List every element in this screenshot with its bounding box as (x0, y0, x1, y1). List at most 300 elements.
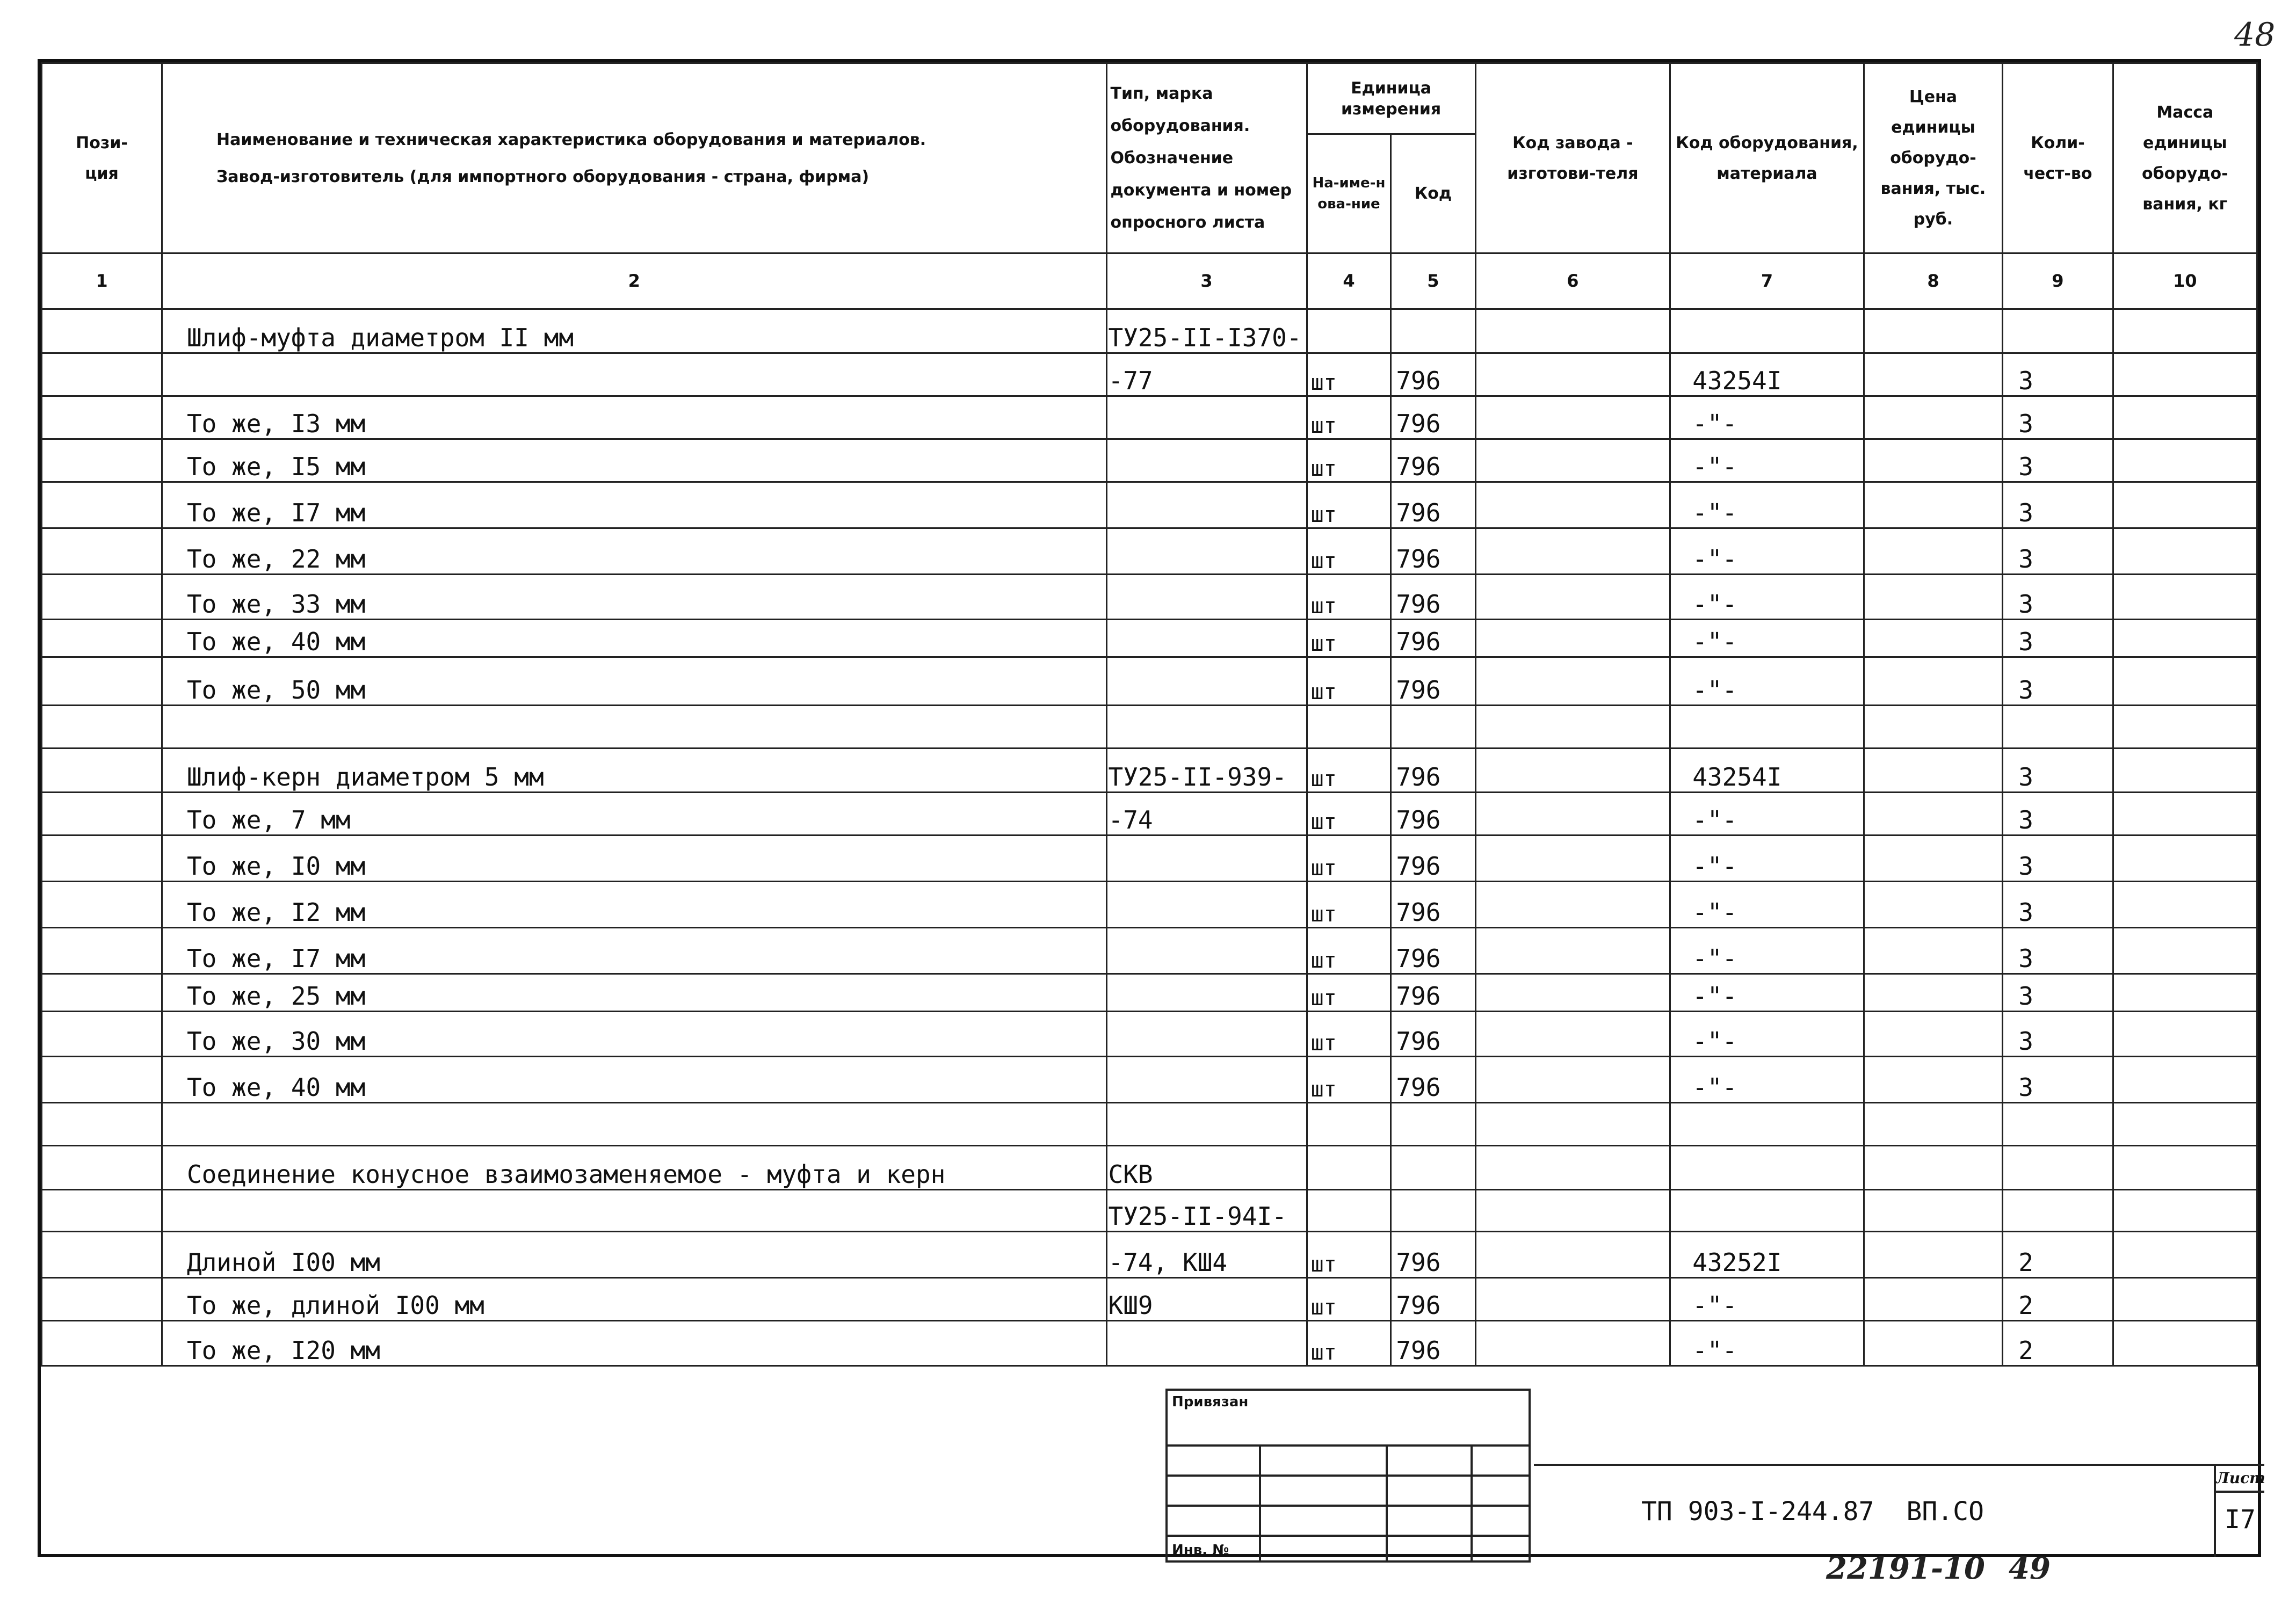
table-row (42, 482, 2257, 528)
item-type (1106, 1321, 1307, 1366)
unit-code: 796 (1391, 928, 1475, 974)
quantity: 3 (2003, 528, 2113, 575)
quantity: 3 (2003, 657, 2113, 706)
item-type (1106, 620, 1307, 657)
header-unit-group: Единица измерения (1307, 63, 1475, 134)
item-name: То же, I7 мм (162, 482, 1106, 528)
mass-cell (2113, 1232, 2257, 1278)
stamp-cell (1472, 1476, 1530, 1506)
column-number: 7 (1670, 253, 1864, 309)
item-name: То же, 30 мм (162, 1012, 1106, 1057)
unit-code: 796 (1391, 353, 1475, 396)
equipment-code: 43254I (1670, 353, 1864, 396)
position-cell (42, 1190, 162, 1232)
item-name: То же, I3 мм (162, 396, 1106, 439)
mass-cell (2113, 1012, 2257, 1057)
unit-name: шт (1307, 528, 1391, 575)
unit-code: 796 (1391, 1057, 1475, 1103)
equipment-code: -"- (1670, 974, 1864, 1012)
unit-name: шт (1307, 1057, 1391, 1103)
unit-code: 796 (1391, 482, 1475, 528)
column-numbers-row (42, 253, 2257, 309)
item-name: То же, 25 мм (162, 974, 1106, 1012)
table-row (42, 793, 2257, 836)
mass-cell (2113, 620, 2257, 657)
item-name: То же, 50 мм (162, 657, 1106, 706)
stamp-cell (1260, 1446, 1387, 1476)
table-row (42, 309, 2257, 353)
mass-cell (2113, 575, 2257, 620)
column-number: 5 (1391, 253, 1475, 309)
unit-name: шт (1307, 1012, 1391, 1057)
stamp-cell (1167, 1446, 1260, 1476)
price-cell (1864, 439, 2003, 482)
table-row (42, 528, 2257, 575)
factory-code-cell (1475, 353, 1670, 396)
position-cell (42, 528, 162, 575)
unit-code: 796 (1391, 749, 1475, 793)
unit-code: 796 (1391, 882, 1475, 928)
item-type: ТУ25-II-94I- (1106, 1190, 1307, 1232)
header-price: Цена единицы оборудо-вания, тыс. руб. (1864, 63, 2003, 253)
mass-cell (2113, 928, 2257, 974)
item-name (162, 1103, 1106, 1146)
mass-cell (2113, 396, 2257, 439)
item-type: СКВ (1106, 1146, 1307, 1190)
item-name: То же, длиной I00 мм (162, 1278, 1106, 1321)
unit-name (1307, 1190, 1391, 1232)
header-unit-code: Код (1391, 134, 1475, 253)
item-type (1106, 706, 1307, 749)
item-type (1106, 528, 1307, 575)
mass-cell (2113, 1103, 2257, 1146)
unit-name (1307, 706, 1391, 749)
factory-code-cell (1475, 1278, 1670, 1321)
factory-code-cell (1475, 706, 1670, 749)
item-type: -74 (1106, 793, 1307, 836)
quantity: 3 (2003, 1012, 2113, 1057)
mass-cell (2113, 1278, 2257, 1321)
header-quantity: Коли-чест-во (2003, 63, 2113, 253)
factory-code-cell (1475, 793, 1670, 836)
item-name: То же, 7 мм (162, 793, 1106, 836)
table-row (42, 1321, 2257, 1366)
unit-code: 796 (1391, 1012, 1475, 1057)
quantity (2003, 706, 2113, 749)
unit-code: 796 (1391, 1232, 1475, 1278)
column-number: 1 (42, 253, 162, 309)
sheet-number-box (2216, 1464, 2264, 1557)
unit-code: 796 (1391, 620, 1475, 657)
factory-code-cell (1475, 528, 1670, 575)
table-row (42, 353, 2257, 396)
price-cell (1864, 793, 2003, 836)
table-row (42, 439, 2257, 482)
equipment-code: -"- (1670, 620, 1864, 657)
stamp-cell (1387, 1506, 1472, 1536)
position-cell (42, 657, 162, 706)
unit-name: шт (1307, 439, 1391, 482)
quantity: 3 (2003, 1057, 2113, 1103)
stamp-cell (1387, 1536, 1472, 1561)
price-cell (1864, 749, 2003, 793)
item-type (1106, 439, 1307, 482)
position-cell (42, 309, 162, 353)
unit-name: шт (1307, 793, 1391, 836)
equipment-code: -"- (1670, 1057, 1864, 1103)
equipment-code (1670, 309, 1864, 353)
unit-name: шт (1307, 1278, 1391, 1321)
footer-page-number: 49 (2009, 1551, 2051, 1586)
item-name (162, 1190, 1106, 1232)
position-cell (42, 396, 162, 439)
quantity: 3 (2003, 882, 2113, 928)
factory-code-cell (1475, 1232, 1670, 1278)
quantity: 3 (2003, 620, 2113, 657)
item-type: ТУ25-II-I370- (1106, 309, 1307, 353)
position-cell (42, 1057, 162, 1103)
item-name: То же, I0 мм (162, 836, 1106, 882)
table-row (42, 1103, 2257, 1146)
price-cell (1864, 620, 2003, 657)
position-cell (42, 575, 162, 620)
price-cell (1864, 882, 2003, 928)
price-cell (1864, 1057, 2003, 1103)
page-number-mark: 48 (2234, 16, 2276, 54)
table-row (42, 1232, 2257, 1278)
item-type (1106, 1057, 1307, 1103)
price-cell (1864, 482, 2003, 528)
table-row (42, 1146, 2257, 1190)
unit-name: шт (1307, 836, 1391, 882)
item-type (1106, 928, 1307, 974)
price-cell (1864, 309, 2003, 353)
table-row (42, 396, 2257, 439)
unit-code: 796 (1391, 836, 1475, 882)
position-cell (42, 836, 162, 882)
mass-cell (2113, 353, 2257, 396)
price-cell (1864, 836, 2003, 882)
column-number: 4 (1307, 253, 1391, 309)
unit-code: 796 (1391, 396, 1475, 439)
position-cell (42, 482, 162, 528)
factory-code-cell (1475, 309, 1670, 353)
item-name: То же, I20 мм (162, 1321, 1106, 1366)
factory-code-cell (1475, 439, 1670, 482)
header-unit-name: На-име-нова-ние (1307, 134, 1391, 253)
inventory-label: Инв. № (1167, 1536, 1260, 1561)
position-cell (42, 974, 162, 1012)
equipment-code (1670, 1146, 1864, 1190)
unit-code (1391, 309, 1475, 353)
mass-cell (2113, 1057, 2257, 1103)
header-factory-code: Код завода - изготови-теля (1475, 63, 1670, 253)
specification-sheet (38, 59, 2265, 1558)
equipment-code: -"- (1670, 928, 1864, 974)
table-row (42, 749, 2257, 793)
quantity (2003, 1103, 2113, 1146)
factory-code-cell (1475, 1321, 1670, 1366)
price-cell (1864, 1103, 2003, 1146)
stamp-cell (1472, 1506, 1530, 1536)
factory-code-cell (1475, 620, 1670, 657)
equipment-code: -"- (1670, 528, 1864, 575)
price-cell (1864, 657, 2003, 706)
quantity: 3 (2003, 928, 2113, 974)
mass-cell (2113, 657, 2257, 706)
quantity (2003, 1190, 2113, 1232)
table-row (42, 1278, 2257, 1321)
table-row (42, 974, 2257, 1012)
item-type: ТУ25-II-939- (1106, 749, 1307, 793)
equipment-code: 43254I (1670, 749, 1864, 793)
item-name: Длиной I00 мм (162, 1232, 1106, 1278)
header-mass: Масса единицы оборудо-вания, кг (2113, 63, 2257, 253)
column-number: 10 (2113, 253, 2257, 309)
unit-code: 796 (1391, 974, 1475, 1012)
column-number: 8 (1864, 253, 2003, 309)
table-row (42, 1012, 2257, 1057)
item-name: То же, 40 мм (162, 620, 1106, 657)
table-row (42, 1057, 2257, 1103)
mass-cell (2113, 974, 2257, 1012)
unit-code (1391, 1190, 1475, 1232)
factory-code-cell (1475, 882, 1670, 928)
mass-cell (2113, 1190, 2257, 1232)
unit-code: 796 (1391, 575, 1475, 620)
mass-cell (2113, 482, 2257, 528)
quantity: 2 (2003, 1321, 2113, 1366)
equipment-code: -"- (1670, 439, 1864, 482)
sheet-number: I7 (2225, 1505, 2256, 1535)
position-cell (42, 1232, 162, 1278)
factory-code-cell (1475, 749, 1670, 793)
position-cell (42, 882, 162, 928)
mass-cell (2113, 706, 2257, 749)
unit-code: 796 (1391, 1321, 1475, 1366)
equipment-code: -"- (1670, 575, 1864, 620)
unit-code (1391, 706, 1475, 749)
factory-code-cell (1475, 1057, 1670, 1103)
table-body (42, 309, 2257, 1366)
factory-code-cell (1475, 657, 1670, 706)
position-cell (42, 1278, 162, 1321)
header-name: Наименование и техническая характеристика оборудования и материалов. Завод-изготовитель (для импортного оборудования - страна, фирма) (162, 63, 1106, 253)
price-cell (1864, 1012, 2003, 1057)
header-equipment-code: Код оборудования, материала (1670, 63, 1864, 253)
item-name: То же, 22 мм (162, 528, 1106, 575)
price-cell (1864, 1190, 2003, 1232)
equipment-code: -"- (1670, 1012, 1864, 1057)
unit-name: шт (1307, 749, 1391, 793)
position-cell (42, 749, 162, 793)
item-name: То же, I7 мм (162, 928, 1106, 974)
mass-cell (2113, 836, 2257, 882)
item-type: -74, КШ4 (1106, 1232, 1307, 1278)
item-type (1106, 882, 1307, 928)
stamp-cell (1167, 1506, 1260, 1536)
factory-code-cell (1475, 928, 1670, 974)
position-cell (42, 1321, 162, 1366)
price-cell (1864, 974, 2003, 1012)
factory-code-cell (1475, 1103, 1670, 1146)
item-type (1106, 575, 1307, 620)
unit-name: шт (1307, 396, 1391, 439)
unit-name: шт (1307, 482, 1391, 528)
quantity: 3 (2003, 836, 2113, 882)
equipment-code: -"- (1670, 482, 1864, 528)
position-cell (42, 1146, 162, 1190)
stamp-cell (1260, 1506, 1387, 1536)
position-cell (42, 793, 162, 836)
unit-name (1307, 1103, 1391, 1146)
unit-code: 796 (1391, 528, 1475, 575)
quantity: 3 (2003, 353, 2113, 396)
table-row (42, 657, 2257, 706)
item-name (162, 706, 1106, 749)
column-number: 2 (162, 253, 1106, 309)
table-row (42, 836, 2257, 882)
quantity (2003, 1146, 2113, 1190)
item-name: Шлиф-керн диаметром 5 мм (162, 749, 1106, 793)
equipment-code: -"- (1670, 657, 1864, 706)
item-type (1106, 974, 1307, 1012)
item-type (1106, 1012, 1307, 1057)
table-row (42, 706, 2257, 749)
item-type (1106, 1103, 1307, 1146)
document-title-box (1534, 1464, 2216, 1557)
equipment-code: -"- (1670, 836, 1864, 882)
table-row (42, 1190, 2257, 1232)
item-type (1106, 396, 1307, 439)
item-name: То же, I2 мм (162, 882, 1106, 928)
item-type (1106, 482, 1307, 528)
position-cell (42, 1012, 162, 1057)
price-cell (1864, 1232, 2003, 1278)
factory-code-cell (1475, 1012, 1670, 1057)
equipment-code (1670, 1190, 1864, 1232)
binding-stamp (1165, 1389, 1531, 1563)
factory-code-cell (1475, 1190, 1670, 1232)
column-number: 3 (1106, 253, 1307, 309)
table-row (42, 620, 2257, 657)
quantity: 3 (2003, 974, 2113, 1012)
factory-code-cell (1475, 396, 1670, 439)
mass-cell (2113, 309, 2257, 353)
header-type: Тип, марка оборудования. Обозначение документа и номер опросного листа (1106, 63, 1307, 253)
quantity: 3 (2003, 482, 2113, 528)
stamp-cell (1387, 1476, 1472, 1506)
price-cell (1864, 1146, 2003, 1190)
quantity (2003, 309, 2113, 353)
specification-table (41, 62, 2258, 1367)
archive-number: 22191-10 (1826, 1551, 1985, 1586)
document-code: ТП 903-I-244.87 (1641, 1497, 1874, 1527)
column-number: 9 (2003, 253, 2113, 309)
unit-code: 796 (1391, 793, 1475, 836)
stamp-cell (1472, 1446, 1530, 1476)
factory-code-cell (1475, 1146, 1670, 1190)
equipment-code: -"- (1670, 793, 1864, 836)
unit-name (1307, 1146, 1391, 1190)
stamp-cell (1167, 1476, 1260, 1506)
position-cell (42, 706, 162, 749)
quantity: 3 (2003, 793, 2113, 836)
position-cell (42, 439, 162, 482)
item-name: Шлиф-муфта диаметром II мм (162, 309, 1106, 353)
price-cell (1864, 353, 2003, 396)
price-cell (1864, 706, 2003, 749)
item-name: Соединение конусное взаимозаменяемое - муфта и керн (162, 1146, 1106, 1190)
factory-code-cell (1475, 482, 1670, 528)
stamp-cell (1260, 1476, 1387, 1506)
position-cell (42, 928, 162, 974)
document-section: ВП.СО (1906, 1497, 1984, 1527)
table-row (42, 882, 2257, 928)
unit-name: шт (1307, 575, 1391, 620)
item-name (162, 353, 1106, 396)
price-cell (1864, 928, 2003, 974)
price-cell (1864, 528, 2003, 575)
header-position: Пози- ция (42, 63, 162, 253)
factory-code-cell (1475, 974, 1670, 1012)
mass-cell (2113, 439, 2257, 482)
position-cell (42, 620, 162, 657)
price-cell (1864, 1278, 2003, 1321)
unit-code: 796 (1391, 439, 1475, 482)
price-cell (1864, 1321, 2003, 1366)
factory-code-cell (1475, 836, 1670, 882)
unit-code (1391, 1146, 1475, 1190)
quantity: 2 (2003, 1278, 2113, 1321)
factory-code-cell (1475, 575, 1670, 620)
mass-cell (2113, 882, 2257, 928)
unit-name (1307, 309, 1391, 353)
unit-code (1391, 1103, 1475, 1146)
item-type (1106, 657, 1307, 706)
equipment-code: -"- (1670, 396, 1864, 439)
unit-name: шт (1307, 657, 1391, 706)
stamp-cell (1387, 1446, 1472, 1476)
unit-code: 796 (1391, 657, 1475, 706)
sheet-label: Лист (2216, 1466, 2264, 1493)
price-cell (1864, 575, 2003, 620)
column-number: 6 (1475, 253, 1670, 309)
equipment-code (1670, 706, 1864, 749)
item-name: То же, I5 мм (162, 439, 1106, 482)
equipment-code: 43252I (1670, 1232, 1864, 1278)
quantity: 3 (2003, 749, 2113, 793)
quantity: 3 (2003, 439, 2113, 482)
equipment-code: -"- (1670, 1321, 1864, 1366)
item-name: То же, 40 мм (162, 1057, 1106, 1103)
position-cell (42, 1103, 162, 1146)
unit-name: шт (1307, 620, 1391, 657)
mass-cell (2113, 1321, 2257, 1366)
unit-name: шт (1307, 974, 1391, 1012)
item-type: -77 (1106, 353, 1307, 396)
price-cell (1864, 396, 2003, 439)
item-type: КШ9 (1106, 1278, 1307, 1321)
equipment-code: -"- (1670, 1278, 1864, 1321)
item-type (1106, 836, 1307, 882)
unit-code: 796 (1391, 1278, 1475, 1321)
unit-name: шт (1307, 1232, 1391, 1278)
unit-name: шт (1307, 1321, 1391, 1366)
equipment-code: -"- (1670, 882, 1864, 928)
unit-name: шт (1307, 928, 1391, 974)
item-name: То же, 33 мм (162, 575, 1106, 620)
